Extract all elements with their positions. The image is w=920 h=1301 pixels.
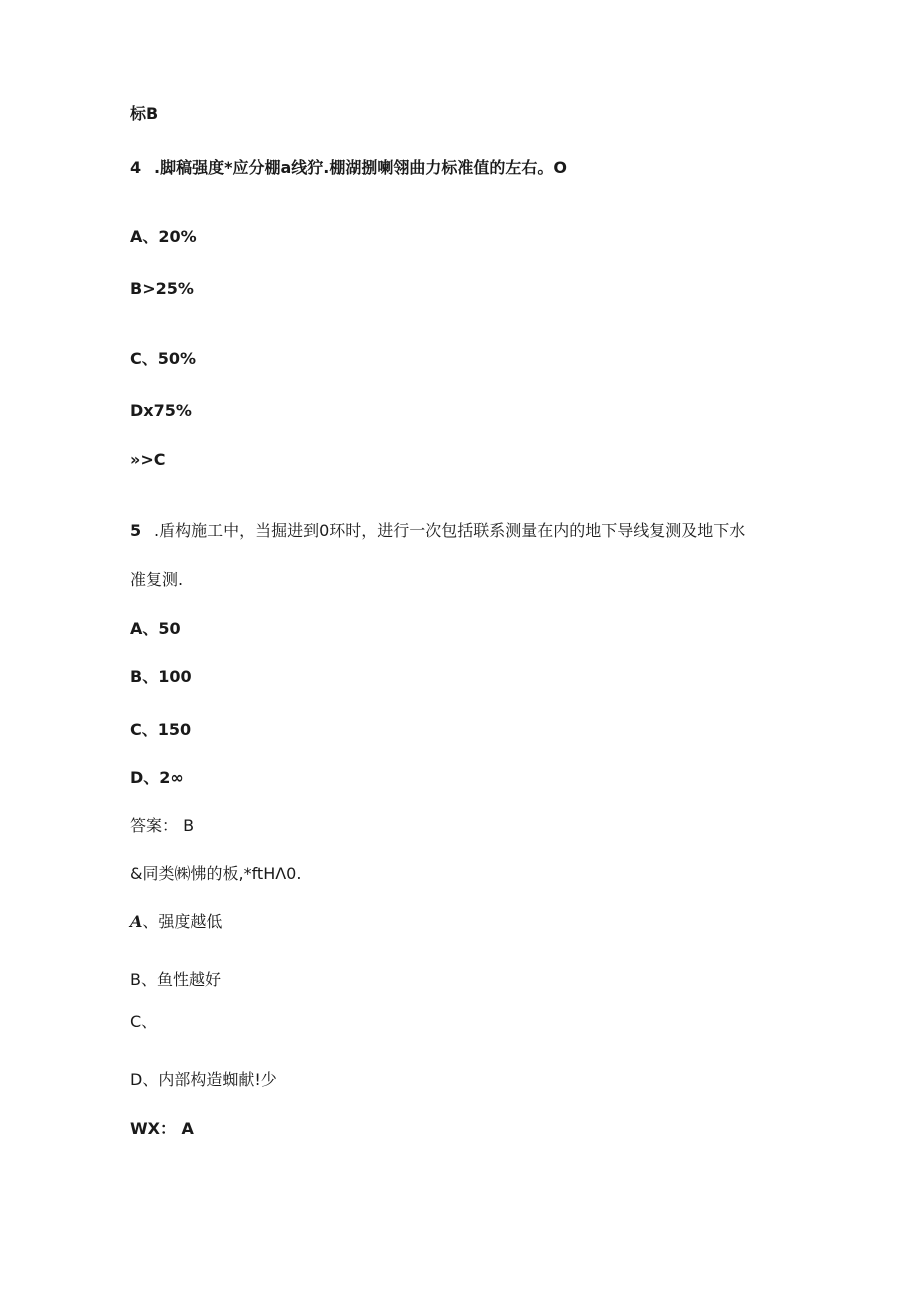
q5-option-d: D、2∞ xyxy=(130,768,184,787)
q5-answer: 答案： B xyxy=(130,816,195,835)
q6-option-d: D、内部构造蜘献!少 xyxy=(130,1070,277,1089)
q4-option-a: A、20% xyxy=(130,227,197,246)
q4-option-d: Dx75% xyxy=(130,401,192,420)
question-6: &同类㈱怫的板,*ftHΛ0. xyxy=(130,864,302,883)
question-number: 4 xyxy=(130,158,142,177)
q6-option-a xyxy=(130,912,222,932)
q6-answer: WX： A xyxy=(130,1119,194,1138)
option-letter: A xyxy=(130,912,143,931)
question-5-line1 xyxy=(130,521,745,541)
q5-option-b: B、100 xyxy=(130,667,192,686)
q4-option-c: C、50% xyxy=(130,349,197,368)
q4-option-b: B>25% xyxy=(130,279,194,298)
question-5-line2: 准复测. xyxy=(130,570,184,589)
question-number: 5 xyxy=(130,521,142,540)
question-4 xyxy=(130,158,567,178)
q4-answer: »>C xyxy=(130,450,166,469)
q5-option-c: C、150 xyxy=(130,720,192,739)
q5-option-a: A、50 xyxy=(130,619,181,638)
q6-option-b: B、鱼性越好 xyxy=(130,970,221,989)
question-text: .盾构施工中，当掘进到0环时，进行一次包括联系测量在内的地下导线复测及地下水 xyxy=(154,521,746,540)
q6-option-c: C、 xyxy=(130,1012,158,1031)
previous-answer-tail: 标B xyxy=(130,104,159,123)
question-text: .脚稿强度*应分棚a线狞.棚湖捌喇翎曲力标准值的左右。O xyxy=(154,158,567,177)
option-text: 、强度越低 xyxy=(142,912,223,931)
